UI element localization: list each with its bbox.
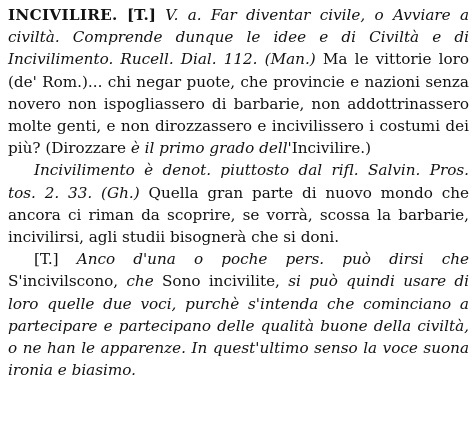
definition-text: V. a. Far diventar civile, o Avviare a civiltà. Comprende dunque le idee e di Civiltà e di Incivilimento. Rucell. Dial. 112. (Man.) bbox=[8, 6, 469, 69]
quotation-text-2: Quella gran parte di nuovo mondo che ancora ci riman da scoprire, se vorrà, scossa la barbarie, incivilirsi, agli studii bisognerà che si doni. bbox=[8, 183, 469, 247]
quotation-text: Ma le vittorie loro (de' Rom.)... chi negar puote, che provincie e nazioni senza novero non ispogliassero di barbarie, non addottrinassero molte genti, e non dirozzassero e incivilissero i costumi dei più? (Dirozzare bbox=[8, 50, 469, 158]
usage-text-b: che bbox=[118, 272, 163, 291]
example-form-a: S'incivilscono, bbox=[8, 272, 119, 291]
tag-marker-2: [T.] bbox=[34, 250, 59, 269]
tag-marker: [T.] bbox=[126, 6, 156, 24]
headword: INCIVILIRE. bbox=[8, 6, 118, 24]
note-term: Incivilire.) bbox=[291, 139, 372, 158]
usage-text-a: Anco d'una o poche pers. può dirsi che bbox=[58, 250, 469, 269]
entry-paragraph-persons bbox=[8, 248, 469, 381]
note-text: è il primo grado dell' bbox=[130, 139, 292, 158]
usage-text-c: si può quindi usare di loro quelle due voci, purchè s'intenda che cominciano a partecipare e partecipano delle qualità buone della civiltà, o ne han le apparenze. In quest'ultimo senso la voce suona ironia e biasimo. bbox=[8, 272, 469, 380]
entry-paragraph-definition bbox=[8, 4, 469, 159]
example-form-b: Sono incivilite, bbox=[162, 272, 280, 291]
sense-note-text: Incivilimento è denot. piuttosto dal rifl. Salvin. Pros. tos. 2. 33. (Gh.) bbox=[8, 161, 469, 202]
entry-paragraph-incivilimento bbox=[8, 159, 469, 248]
